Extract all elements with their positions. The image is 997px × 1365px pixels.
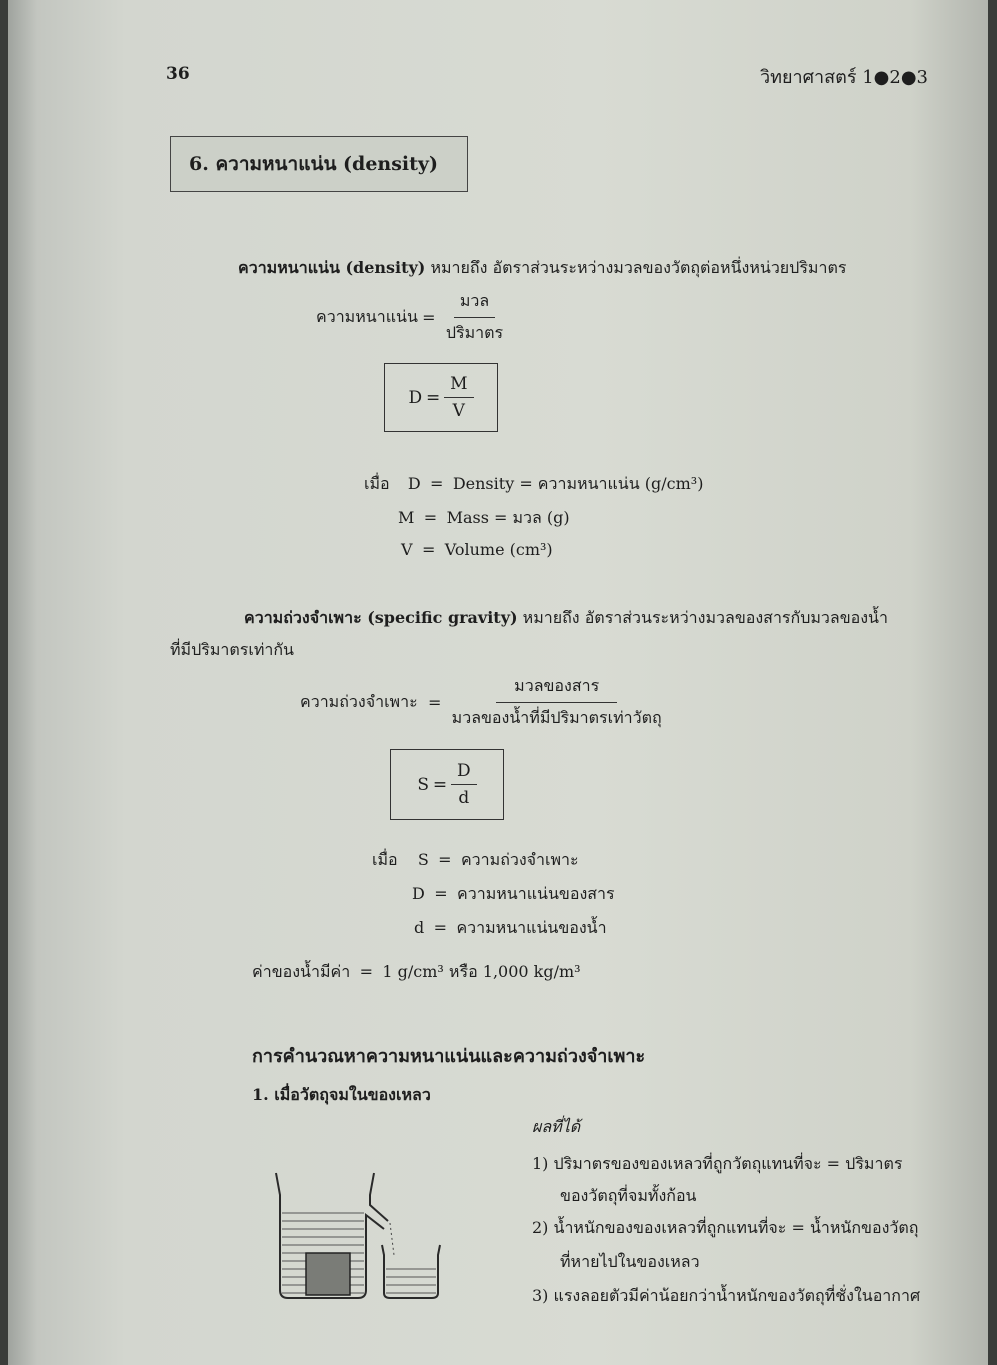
result-item-continued: ของวัตถุที่จมทั้งก้อน (560, 1186, 697, 1205)
legend-when: เมื่อ (364, 474, 390, 493)
legend-row (401, 540, 553, 559)
section-title: 6. ความหนาแน่น (density) (189, 153, 438, 175)
density-definition (238, 256, 846, 281)
water-value: 1 g/cm³ หรือ 1,000 kg/m³ (382, 962, 581, 981)
spout-outline (370, 1173, 388, 1221)
legend-text: Mass = มวล (g) (446, 508, 570, 527)
formula-lhs: D (408, 387, 423, 408)
formula-fraction (444, 374, 473, 421)
legend-row (364, 472, 703, 497)
equals-sign: = (432, 774, 448, 795)
sg-formula-box (390, 749, 504, 820)
fraction-denominator: ปริมาตร (445, 323, 504, 342)
legend-row (372, 848, 579, 873)
equals-sign: = (434, 884, 448, 903)
legend-row (398, 506, 570, 531)
equals-sign: = (438, 850, 452, 869)
formula-lhs: S (417, 774, 429, 795)
legend-row (412, 882, 615, 907)
book-page (8, 0, 988, 1365)
density-formula-box (384, 363, 498, 432)
result-item: 3) แรงลอยตัวมีค่าน้อยกว่าน้ำหนักของวัตถุที่ชั่งในอากาศ (532, 1286, 921, 1305)
legend-symbol: V (401, 540, 413, 559)
water-value-label: ค่าของน้ำมีค่า (252, 962, 351, 981)
sg-definition-line2: ที่มีปริมาตรเท่ากัน (170, 640, 294, 659)
fraction-numerator: D (451, 761, 477, 785)
equals-sign: = (421, 540, 436, 559)
page-number: 36 (166, 64, 190, 84)
water-value-line (252, 960, 581, 985)
density-definition-text: หมายถึง อัตราส่วนระหว่างมวลของวัตถุต่อหนึ่งหน่วยปริมาตร (430, 258, 847, 277)
legend-symbol: d (414, 918, 425, 937)
legend-text: Volume (cm³) (444, 540, 553, 559)
overflow-beaker-illustration (266, 1165, 446, 1305)
density-word-formula (316, 289, 509, 346)
fraction-denominator: d (458, 788, 470, 808)
equals-sign: = (423, 508, 438, 527)
sg-word-fraction (452, 674, 662, 731)
small-beaker (382, 1245, 440, 1298)
result-item-continued: ที่หายไปในของเหลว (560, 1252, 700, 1271)
legend-symbol: M (398, 508, 415, 527)
density-term: ความหนาแน่น (density) (238, 258, 426, 277)
equals-sign: = (422, 308, 436, 327)
legend-text: ความหนาแน่นของสาร (457, 884, 615, 903)
legend-text: Density = ความหนาแน่น (g/cm³) (452, 474, 704, 493)
result-item: 1) ปริมาตรของของเหลวที่ถูกวัตถุแทนที่จะ = ปริมาตร (532, 1154, 903, 1173)
overflow-stream (390, 1223, 394, 1255)
equals-sign: = (427, 693, 442, 712)
equals-sign: = (433, 918, 448, 937)
fraction-numerator: มวลของสาร (496, 674, 617, 703)
sg-word-formula (300, 674, 662, 731)
legend-row (414, 916, 607, 941)
legend-text: ความหนาแน่นของน้ำ (456, 918, 607, 937)
fraction-numerator: มวล (454, 289, 495, 318)
equals-sign: = (425, 387, 441, 408)
legend-when: เมื่อ (372, 850, 398, 869)
calc-case-1: 1. เมื่อวัตถุจมในของเหลว (252, 1085, 431, 1104)
fraction-denominator: V (452, 401, 465, 421)
equals-sign: = (359, 962, 373, 981)
sg-definition-text: หมายถึง อัตราส่วนระหว่างมวลของสารกับมวลของน้ำ (522, 608, 888, 627)
sg-definition (244, 606, 888, 631)
density-word-fraction (440, 289, 509, 346)
result-item: 2) น้ำหนักของของเหลวที่ถูกแทนที่จะ = น้ำหนักของวัตถุ (532, 1218, 919, 1237)
calc-section-title: การคำนวณหาความหนาแน่นและความถ่วงจำเพาะ (252, 1046, 646, 1067)
results-heading: ผลที่ได้ (532, 1117, 581, 1136)
formula-fraction (451, 761, 477, 808)
density-word-lhs: ความหนาแน่น (316, 307, 418, 326)
legend-text: ความถ่วงจำเพาะ (460, 850, 579, 869)
legend-symbol: D (407, 474, 421, 493)
fraction-denominator: มวลของน้ำที่มีปริมาตรเท่าวัตถุ (451, 708, 662, 727)
subject-title: วิทยาศาสตร์ 1●2●3 (760, 67, 928, 88)
legend-symbol: S (417, 850, 429, 869)
legend-symbol: D (412, 884, 425, 903)
equals-sign: = (430, 474, 444, 493)
section-title-box (170, 136, 468, 192)
small-beaker-liquid (386, 1269, 436, 1293)
sg-word-lhs: ความถ่วงจำเพาะ (300, 692, 418, 711)
submerged-object (306, 1253, 350, 1295)
fraction-numerator: M (444, 374, 473, 398)
sg-term: ความถ่วงจำเพาะ (specific gravity) (244, 608, 518, 627)
